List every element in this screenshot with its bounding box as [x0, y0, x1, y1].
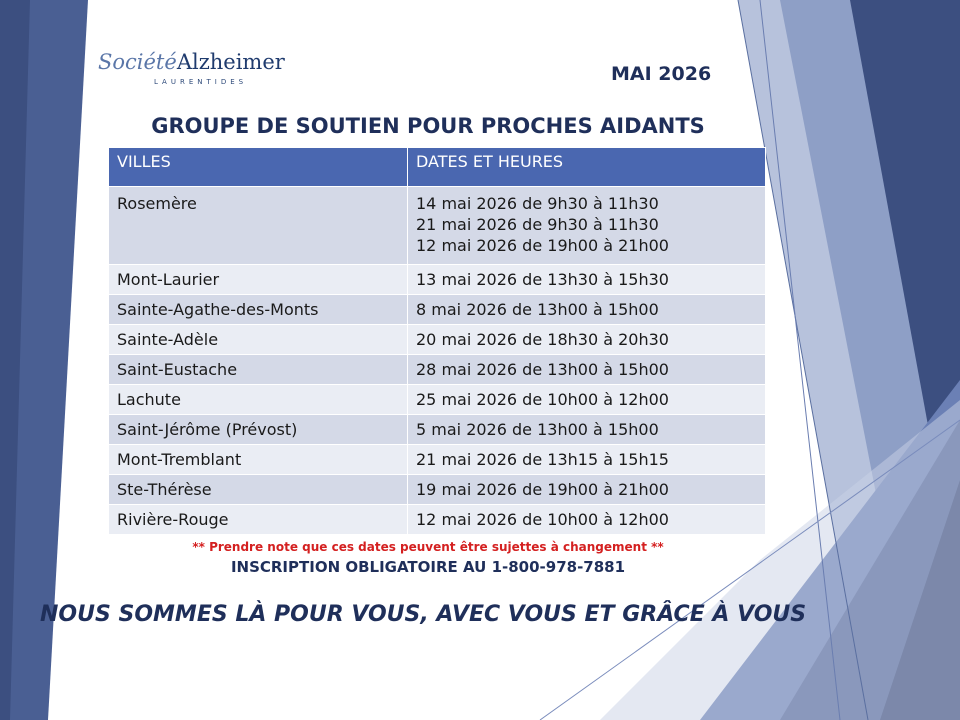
column-header-dates: DATES ET HEURES — [408, 148, 766, 187]
date-entry: 21 mai 2026 de 9h30 à 11h30 — [416, 215, 659, 234]
table-row — [109, 475, 766, 505]
schedule-table — [108, 147, 766, 535]
column-header-cities: VILLES — [109, 148, 408, 187]
dates-cell — [408, 385, 766, 415]
dates-cell — [408, 355, 766, 385]
logo-brand-italic: Société — [98, 50, 177, 74]
slogan: NOUS SOMMES LÀ POUR VOUS, AVEC VOUS ET GRÂCE À VOUS — [40, 602, 807, 627]
table-header-row — [109, 148, 766, 187]
date-entry: 25 mai 2026 de 10h00 à 12h00 — [416, 390, 669, 409]
date-entry: 21 mai 2026 de 13h15 à 15h15 — [416, 450, 669, 469]
logo — [98, 50, 285, 86]
city-cell: Saint-Jérôme (Prévost) — [109, 415, 408, 445]
date-entry: 20 mai 2026 de 18h30 à 20h30 — [416, 330, 669, 349]
city-cell: Sainte-Adèle — [109, 325, 408, 355]
city-cell: Saint-Eustache — [109, 355, 408, 385]
city-cell: Rosemère — [109, 187, 408, 265]
date-entry: 5 mai 2026 de 13h00 à 15h00 — [416, 420, 659, 439]
dates-cell — [408, 505, 766, 535]
dates-cell — [408, 265, 766, 295]
city-cell: Lachute — [109, 385, 408, 415]
table-row — [109, 355, 766, 385]
change-notice: ** Prendre note que ces dates peuvent être sujettes à changement ** — [192, 540, 664, 554]
city-cell: Ste-Thérèse — [109, 475, 408, 505]
table-row — [109, 265, 766, 295]
dates-cell — [408, 187, 766, 265]
table-row — [109, 187, 766, 265]
city-cell: Mont-Laurier — [109, 265, 408, 295]
logo-wordmark — [98, 50, 285, 74]
table-row — [109, 505, 766, 535]
month-label: MAI 2026 — [611, 63, 712, 85]
date-entry: 12 mai 2026 de 19h00 à 21h00 — [416, 236, 669, 255]
date-entry: 14 mai 2026 de 9h30 à 11h30 — [416, 194, 659, 213]
table-body — [109, 187, 766, 535]
date-entry: 12 mai 2026 de 10h00 à 12h00 — [416, 510, 669, 529]
date-entry: 13 mai 2026 de 13h30 à 15h30 — [416, 270, 669, 289]
city-cell: Rivière-Rouge — [109, 505, 408, 535]
page-title: GROUPE DE SOUTIEN POUR PROCHES AIDANTS — [151, 114, 705, 138]
table-row — [109, 325, 766, 355]
date-entry: 8 mai 2026 de 13h00 à 15h00 — [416, 300, 659, 319]
registration-info: INSCRIPTION OBLIGATOIRE AU 1-800-978-7881 — [230, 558, 626, 576]
table-row — [109, 385, 766, 415]
dates-cell — [408, 445, 766, 475]
date-entry: 28 mai 2026 de 13h00 à 15h00 — [416, 360, 669, 379]
dates-cell — [408, 325, 766, 355]
city-cell: Mont-Tremblant — [109, 445, 408, 475]
table-row — [109, 295, 766, 325]
city-cell: Sainte-Agathe-des-Monts — [109, 295, 408, 325]
dates-cell — [408, 415, 766, 445]
date-entry: 19 mai 2026 de 19h00 à 21h00 — [416, 480, 669, 499]
dates-cell — [408, 295, 766, 325]
dates-cell — [408, 475, 766, 505]
table-row — [109, 415, 766, 445]
logo-region: LAURENTIDES — [154, 78, 248, 86]
logo-brand-name: Alzheimer — [176, 50, 285, 74]
table-row — [109, 445, 766, 475]
